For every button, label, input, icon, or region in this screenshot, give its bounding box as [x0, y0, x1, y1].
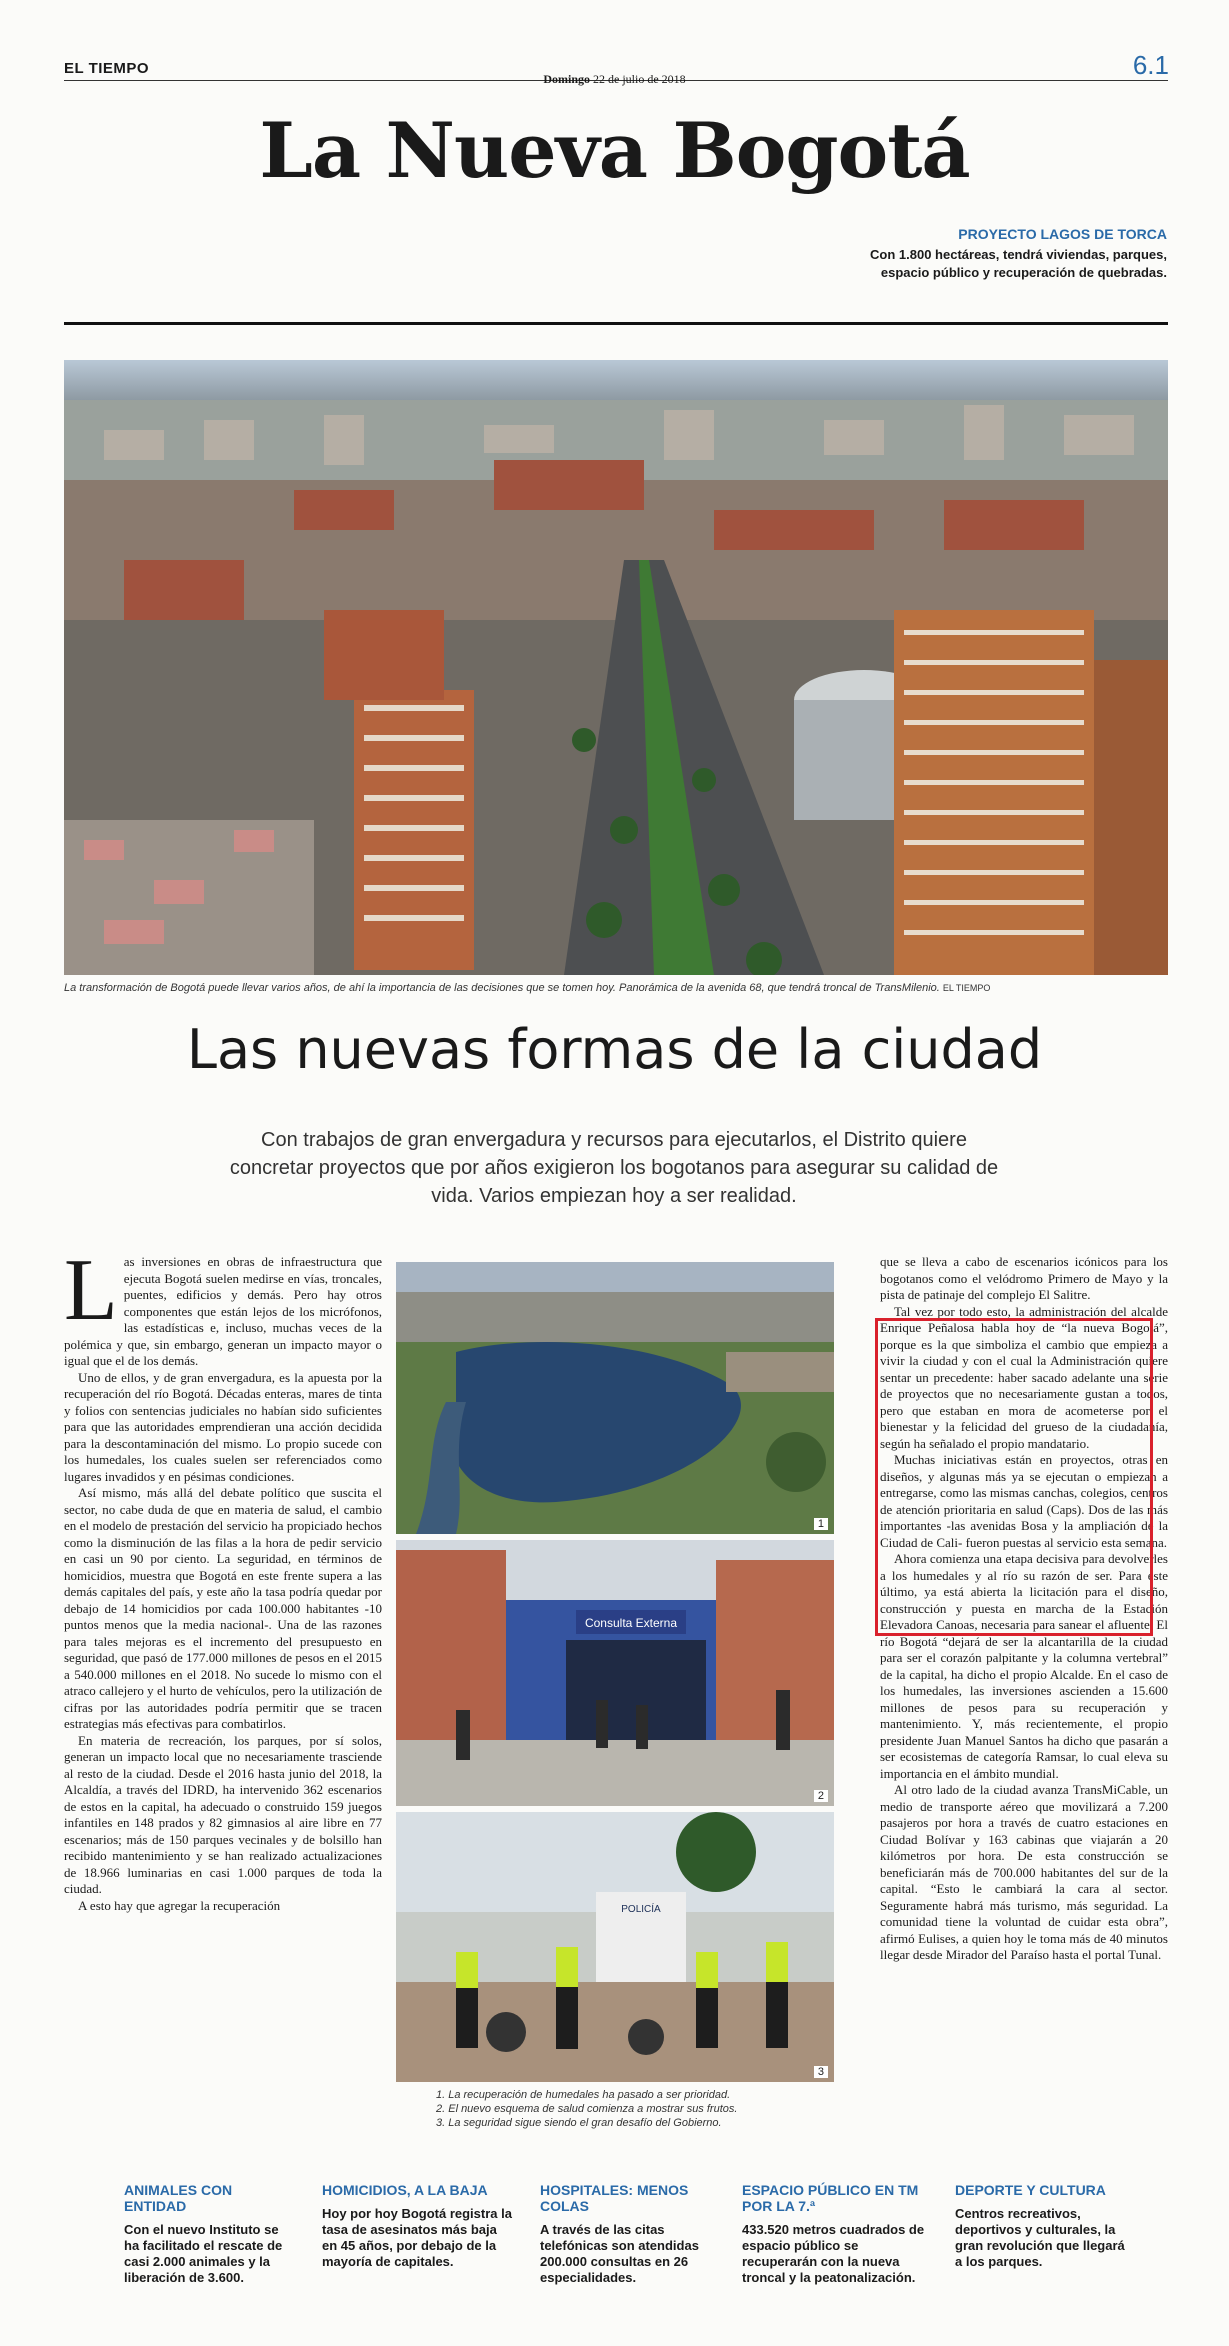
footer-kicker: ANIMALES CON ENTIDAD: [124, 2182, 233, 2214]
promo-kicker: PROYECTO LAGOS DE TORCA: [958, 226, 1167, 242]
footer-box-espacio: [742, 2182, 932, 2286]
footer-text: Centros recreativos, deportivos y culturales, la gran revolución que llegará a los parques.: [955, 2206, 1125, 2269]
footer-box-deporte: [955, 2182, 1125, 2270]
paragraph: Así mismo, más allá del debate político que suscita el sector, no cabe duda de que en materia de salud, el cambio en el modelo de prestación del servicio ha propiciado hechos como la disminución de las filas a la hora de pedir servicio en casi un 90 por ciento. La seguridad, en términos de homicidios, muestra que Bogotá en este frente supera a las demás capitales del país, y este año la tasa podría quedar por debajo de 14 homicidios por cada 100.000 habitantes -10 puntos menos que la media nacional-. Una de las razones para tales mejoras es el incremento del presupuesto en seguridad, que pasó de 177.000 millones de pesos en el 2015 a 540.000 millones en el 2018. No sucede lo mismo con el atraco callejero y el hurto de vehículos, pero la utilización de cifras por las autoridades podría permitir que se tracen estrategias más efectivas para combatirlos.: [64, 1485, 382, 1731]
footer-kicker: DEPORTE Y CULTURA: [955, 2182, 1106, 2198]
drop-cap: L: [64, 1242, 118, 1339]
article-deck: Con trabajos de gran envergadura y recursos para ejecutarlos, el Distrito quiere concretar proyectos que por años exigieron los bogotanos para asegurar su calidad de vida. Varios empiezan hoy a ser realidad.: [229, 1129, 999, 1207]
paragraph: Uno de ellos, y de gran envergadura, es la apuesta por la recuperación del río Bogotá. Décadas enteras, mares de tinta y folios con sentencias judiciales no habían sido suficientes para que las autoridades emprendieran una acción decidida para la descontaminación del mismo. Lo propio sucede con los humedales, los cuales suelen ser referenciados como lugares invadidos y en pésimas condiciones.: [64, 1369, 382, 1484]
footer-text: Con el nuevo Instituto se ha facilitado el rescate de casi 2.000 animales y la liberación de 3.600.: [124, 2222, 283, 2285]
footer-box-hospitales: [540, 2182, 710, 2286]
hero-caption: La transformación de Bogotá puede llevar varios años, de ahí la importancia de las decisiones que se tomen hoy. Panorámica de la avenida 68, que tendrá troncal de TransMilenio. EL TIEMPO: [64, 982, 991, 994]
promo-box: [827, 226, 1167, 282]
paragraph: que se lleva a cabo de escenarios icónicos para los bogotanos como el velódromo Primero de Mayo y la pista de patinaje del complejo El Salitre.: [880, 1254, 1168, 1302]
photo-caption: 3. La seguridad sigue siendo el gran desafío del Gobierno.: [436, 2117, 722, 2129]
photo-number: 2: [814, 1790, 828, 1802]
hero-aerial-photo: [64, 360, 1168, 975]
issue-date: Domingo 22 de julio de 2018: [543, 72, 686, 86]
photo-health-center: [396, 1540, 834, 1806]
paragraph: Tal vez por todo esto, la administración del alcalde Enrique Peñalosa habla hoy de “la nueva Bogotá”, porque es la que simboliza el cambio que empieza a vivir la ciudad y con el cual la Administración quiere sentar un precedente: haber sacado adelante una serie de proyectos que no necesariamente gustan a todos, pero que estaban en mora de acometerse por el bienestar y la felicidad del grueso de la ciudadanía, según ha señalado el propio mandatario.: [880, 1303, 1168, 1451]
photo-caption: 1. La recuperación de humedales ha pasado a ser prioridad.: [436, 2089, 731, 2101]
wetland-illustration: [396, 1262, 834, 1534]
section-rule: [64, 322, 1168, 325]
footer-text: Hoy por hoy Bogotá registra la tasa de asesinatos más baja en 45 años, por debajo de la mayoría de capitales.: [322, 2206, 512, 2269]
footer-text: 433.520 metros cuadrados de espacio público se recuperarán con la nueva troncal y la peatonalización.: [742, 2222, 925, 2285]
main-headline: Las nuevas formas de la ciudad: [186, 1018, 1043, 1081]
section-title: La Nueva Bogotá: [259, 106, 970, 195]
photo-captions: [436, 2088, 836, 2130]
page-number: 6.1: [1132, 50, 1169, 80]
newspaper-brand: EL TIEMPO: [64, 60, 150, 77]
photo-number: 3: [814, 2066, 828, 2078]
footer-kicker: HOMICIDIOS, A LA BAJA: [322, 2182, 488, 2198]
photo-number: 1: [814, 1518, 828, 1530]
health-center-illustration: [396, 1540, 834, 1806]
footer-text: A través de las citas telefónicas son atendidas 200.000 consultas en 26 especialidades.: [540, 2222, 699, 2285]
police-illustration: [396, 1812, 834, 2082]
paragraph: Muchas iniciativas están en proyectos, otras en diseños, y algunas más ya se ejecutan o empiezan a entregarse, como las mismas canchas, colegios, centros de atención prioritaria en salud (Caps). Dos de las más importantes -las avenidas Bosa y la ampliación de la Ciudad de Cali- fueron puestas al servicio esta semana.: [880, 1452, 1168, 1550]
police-sign: POLICÍA: [621, 1904, 661, 1915]
aerial-city-illustration: [64, 360, 1168, 975]
footer-box-animales: [124, 2182, 294, 2286]
highlight-box: [875, 1318, 1153, 1636]
footer-kicker: HOSPITALES: MENOS COLAS: [540, 2182, 689, 2214]
promo-text: Con 1.800 hectáreas, tendrá viviendas, parques, espacio público y recuperación de quebradas.: [870, 247, 1167, 280]
photo-caption: 2. El nuevo esquema de salud comienza a mostrar sus frutos.: [436, 2103, 738, 2115]
photo-wetland: [396, 1262, 834, 1534]
paragraph: Ahora comienza una etapa decisiva para devolverles a los humedales y al río su razón de ser. Para este último, ya está abierta la licitación para el diseño, construcción y puesta en marcha de la Estación Elevadora Canoas, necesaria para sanear el afluente. El río Bogotá “dejará de ser la alcantarilla de la ciudad para ser el corazón palpitante y la columna vertebral” de la capital, ha dicho el propio Alcalde. En el caso de los humedales, las inversiones ascienden a 15.600 millones de pesos para su recuperación y mantenimiento. Y, más recientemente, el propio presidente Juan Manuel Santos ha dicho que pasarán a ser ecosistemas de categoría Ramsar, lo cual eleva su importancia en el ámbito mundial.: [880, 1551, 1168, 1781]
paragraph: A esto hay que agregar la recuperación: [78, 1897, 281, 1913]
clinic-sign: Consulta Externa: [584, 1616, 678, 1630]
article-column-1: [64, 1242, 382, 1914]
footer-box-homicidios: [322, 2182, 512, 2270]
footer-kicker: ESPACIO PÚBLICO EN TM POR LA 7.ª: [742, 2182, 919, 2214]
paragraph: En materia de recreación, los parques, por sí solos, generan un impacto local que no necesariamente trasciende al resto de la ciudad. Desde el 2016 hasta junio del 2018, la Alcaldía, a través del IDRD, ha intervenido 362 escenarios de estos en la capital, ha adecuado o construido 159 juegos infantiles en 148 prados y 82 gimnasios al aire libre en 77 escenarios; más de 150 parques vecinales y de bolsillo han recibido mantenimiento y se han realizado actualizaciones de 18.966 luminarias en casi 1.000 parques de toda la ciudad.: [64, 1732, 382, 1896]
paragraph: Las inversiones en obras de infraestructura que ejecuta Bogotá suelen medirse en vías, troncales, puentes, edificios y demás. Pero hay otros componentes que están lejos de los micrófonos, las estadísticas e, incluso, muchas veces de la polémica y que, sin embargo, generan un impacto mayor o igual que el de los demás.: [64, 1242, 382, 1368]
paragraph: Al otro lado de la ciudad avanza TransMiCable, un medio de transporte aéreo que movilizará a 7.200 pasajeros por hora a través de cuatro estaciones en Ciudad Bolívar y 163 cabinas que viajarán a 20 kilómetros por hora. De esta construcción se beneficiarán más de 700.000 habitantes del sur de la capital. “Esto le cambiará la cara al sector. Seguramente habrá más turismo, más seguridad. La comunidad tiene la voluntad de cuidar esta obra”, afirmó Eulises, a quien hoy le toma más de 40 minutos llegar desde Mirador del Paraíso hasta el portal Tunal.: [880, 1782, 1168, 1962]
photo-police: [396, 1812, 834, 2082]
